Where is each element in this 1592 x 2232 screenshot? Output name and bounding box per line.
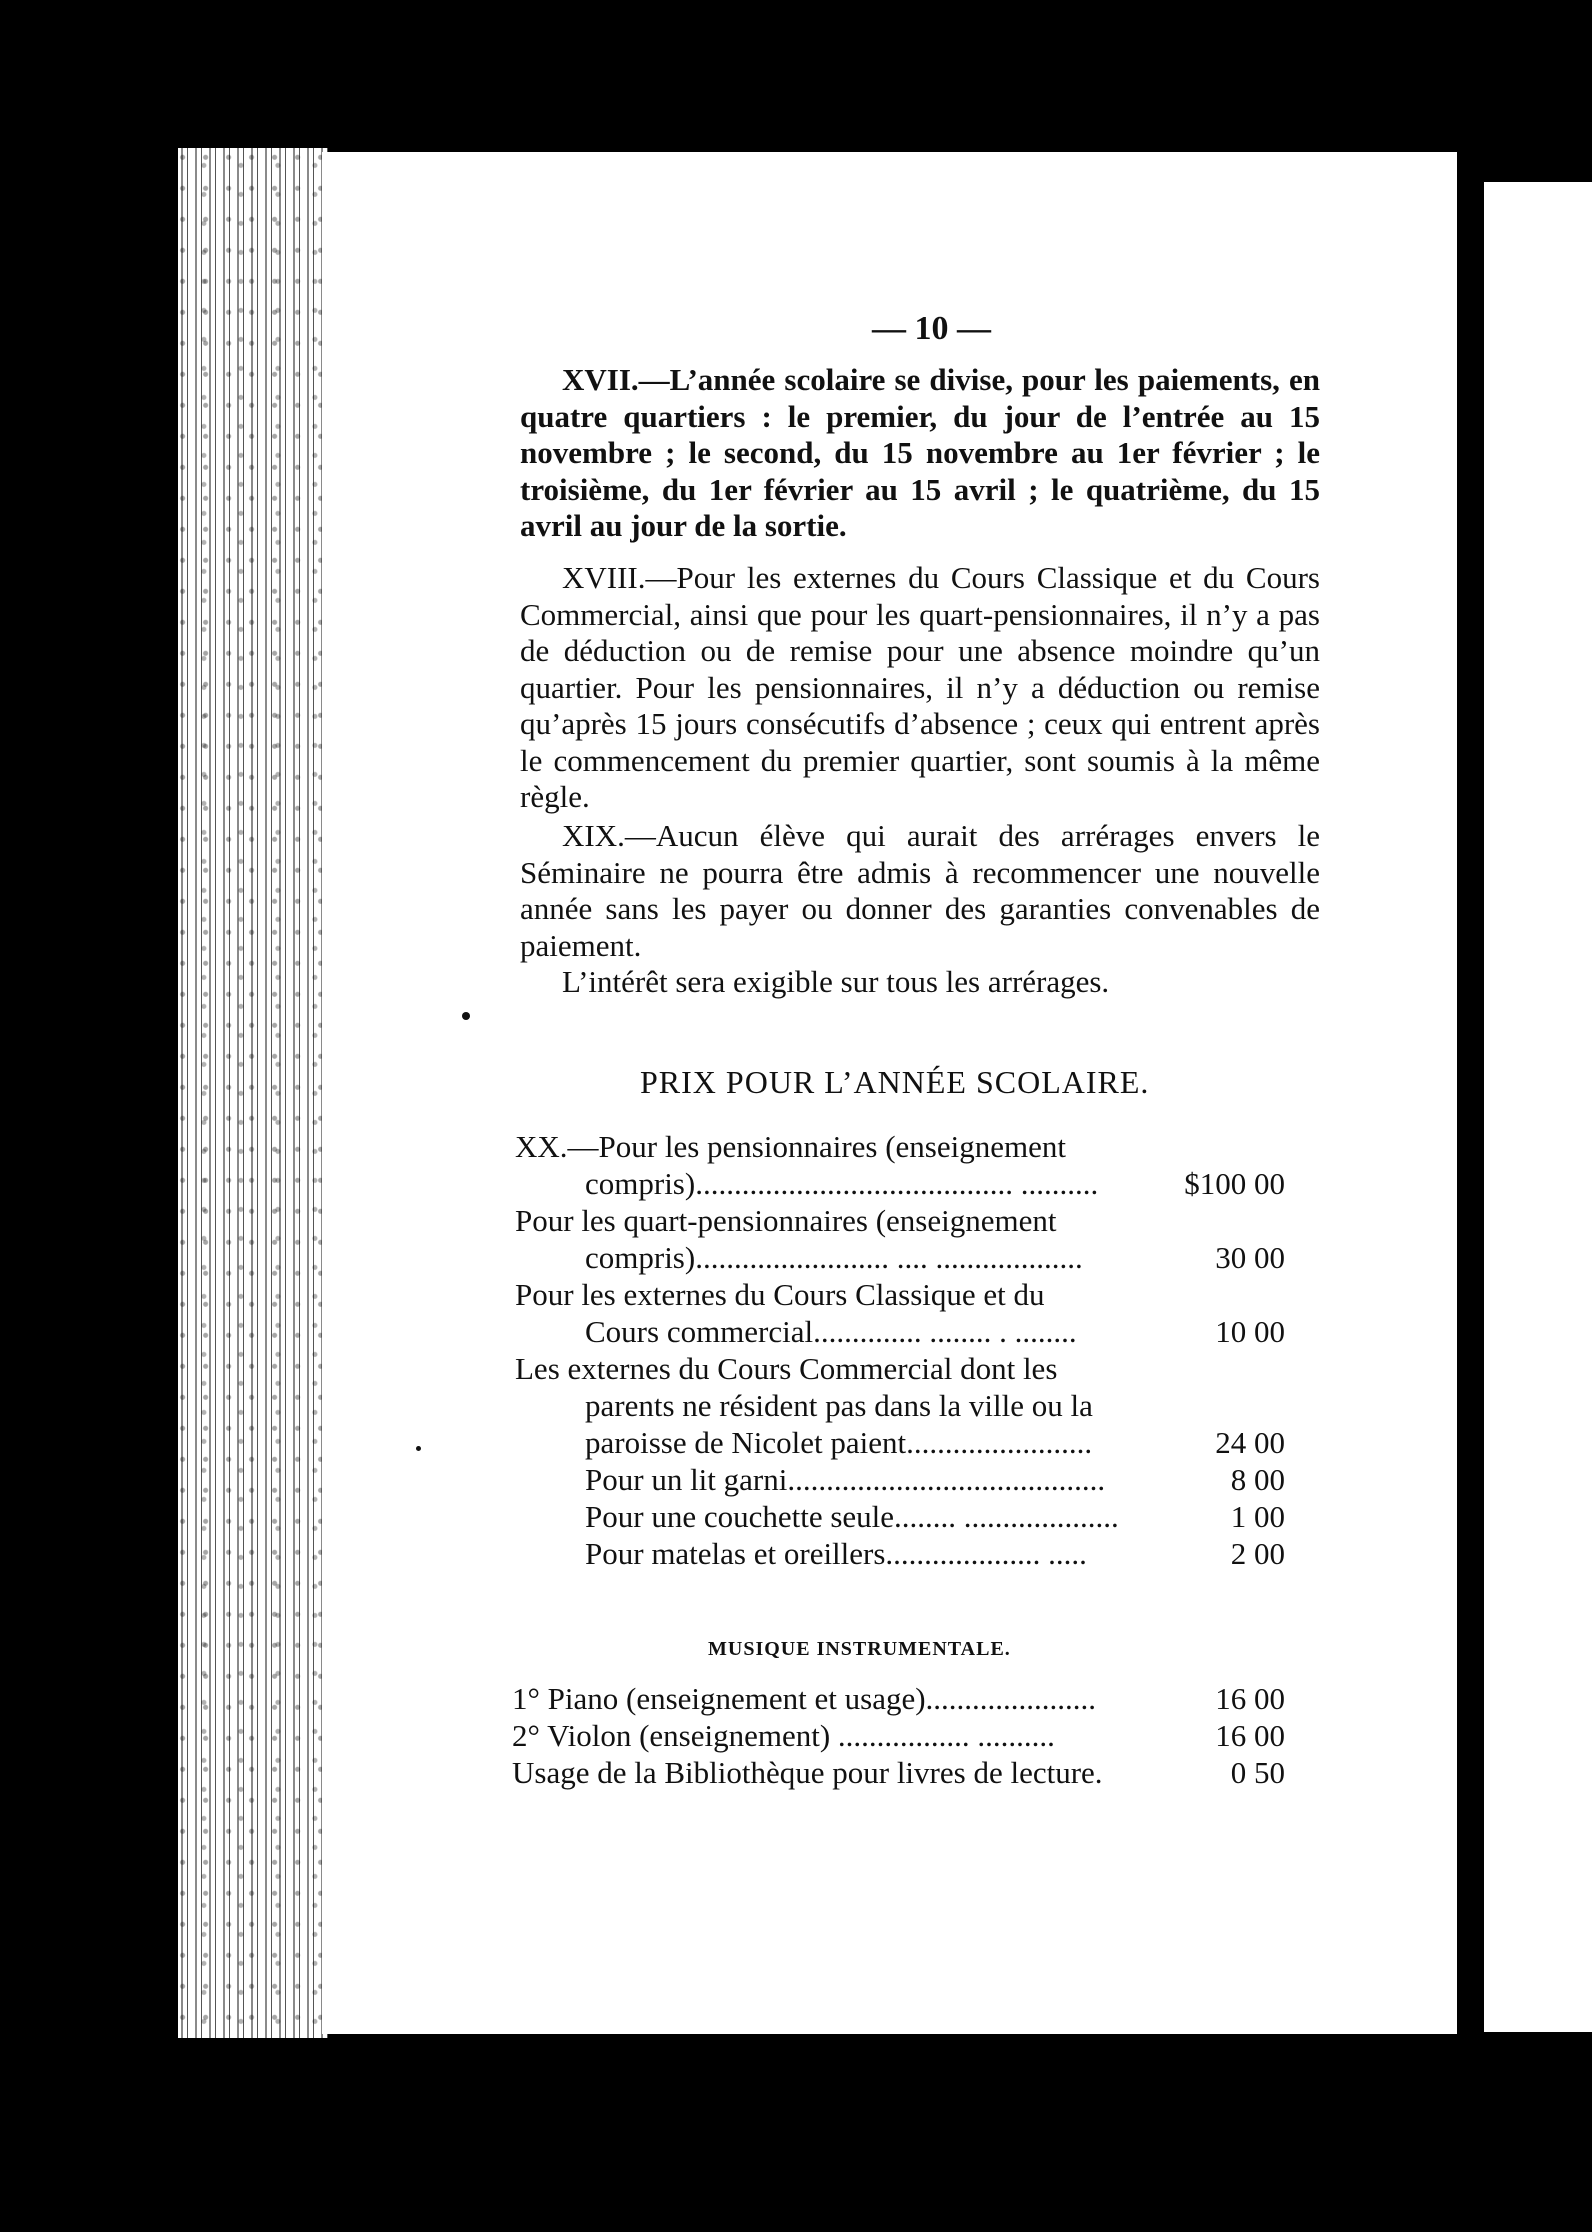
price-line: Les externes du Cours Commercial dont les: [515, 1351, 1058, 1386]
price-line: Pour une couchette seule........ ....................: [585, 1499, 1119, 1534]
interest-note: [520, 964, 1320, 1001]
page-number: — 10 —: [872, 310, 991, 347]
price-line: parents ne résident pas dans la ville ou la: [585, 1388, 1093, 1423]
price-line: XX.—Pour les pensionnaires (enseignement: [515, 1129, 1066, 1164]
price-line: compris)......................................... ..........: [585, 1166, 1099, 1201]
price-item: [515, 1461, 1285, 1498]
price-item: [515, 1350, 1285, 1461]
price-item: [515, 1498, 1285, 1535]
price-item: [515, 1276, 1285, 1350]
music-label: 2° Violon (enseignement) ................. ..........: [512, 1718, 1055, 1753]
music-value: 16 00: [1215, 1681, 1285, 1716]
article-xix: [520, 818, 1320, 964]
facing-page-edge: [1484, 182, 1592, 2032]
article-lead: XVII.—: [562, 362, 670, 397]
article-lead: XVIII.—: [562, 560, 677, 595]
price-line: Pour les quart-pensionnaires (enseignement: [515, 1203, 1057, 1238]
ink-speck: [416, 1446, 421, 1451]
music-table: [512, 1680, 1285, 1791]
prices-table: [515, 1128, 1285, 1572]
music-heading: MUSIQUE INSTRUMENTALE.: [708, 1638, 1011, 1660]
music-item: [512, 1754, 1285, 1791]
article-text: L’année scolaire se divise, pour les paiements, en quatre quartiers : le premier, du jour de l’entrée au 15 novembre ; le second, du 15 novembre au 1er février ; le troisième, du 1er février au 15 avril ; le quatrième, du 15 avril au jour de la sortie.: [520, 362, 1320, 543]
article-text: Aucun élève qui aurait des arrérages envers le Séminaire ne pourra être admis à recommencer une nouvelle année sans les payer ou donner des garanties convenables de paiement.: [520, 818, 1320, 963]
price-line: compris)......................... .... ...................: [585, 1240, 1083, 1275]
price-value: 30 00: [1215, 1240, 1285, 1275]
book-page-edges: [178, 148, 328, 2038]
article-lead: XIX.—: [562, 818, 656, 853]
price-value: 24 00: [1215, 1425, 1285, 1460]
music-item: [512, 1717, 1285, 1754]
music-item: [512, 1680, 1285, 1717]
article-text: L’intérêt sera exigible sur tous les arrérages.: [562, 964, 1110, 999]
prices-heading: PRIX POUR L’ANNÉE SCOLAIRE.: [640, 1064, 1150, 1100]
price-item: [515, 1128, 1285, 1202]
price-line: Pour les externes du Cours Classique et du: [515, 1277, 1045, 1312]
price-item: [515, 1535, 1285, 1572]
article-text: Pour les externes du Cours Classique et du Cours Commercial, ainsi que pour les quart-pensionnaires, il n’y a pas de déduction ou de remise pour une absence moindre qu’un quartier. Pour les pensionnaires, il n’y a déduction ou remise qu’après 15 jours consécutifs d’absence ; ceux qui entrent après le commencement du premier quartier, sont soumis à la même règle.: [520, 560, 1320, 814]
price-value: $100 00: [1184, 1166, 1285, 1201]
price-value: 10 00: [1215, 1314, 1285, 1349]
article-xviii: [520, 560, 1320, 816]
price-line: Pour un lit garni.........................................: [585, 1462, 1106, 1497]
price-value: 1 00: [1230, 1499, 1285, 1534]
price-value: 8 00: [1230, 1462, 1285, 1497]
music-label: 1° Piano (enseignement et usage)......................: [512, 1681, 1097, 1716]
price-line: Cours commercial.............. ........ . ........: [585, 1314, 1077, 1349]
price-line: Pour matelas et oreillers.................... .....: [585, 1536, 1087, 1571]
music-value: 0 50: [1230, 1755, 1285, 1790]
music-label: Usage de la Bibliothèque pour livres de lecture.: [512, 1755, 1103, 1790]
article-xvii: [520, 362, 1320, 545]
price-value: 2 00: [1230, 1536, 1285, 1571]
ink-speck: [462, 1012, 470, 1020]
music-value: 16 00: [1215, 1718, 1285, 1753]
price-line: paroisse de Nicolet paient........................: [585, 1425, 1093, 1460]
price-item: [515, 1202, 1285, 1276]
